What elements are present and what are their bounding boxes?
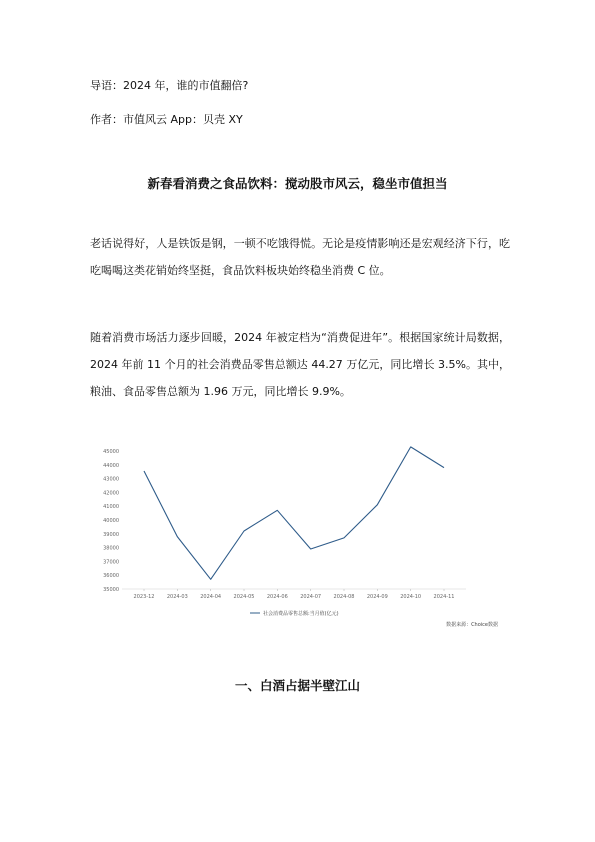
chart-source: 数据来源：Choice数据 xyxy=(446,622,498,628)
x-tick-label: 2024-09 xyxy=(366,594,388,600)
y-tick-label: 42000 xyxy=(103,490,119,497)
intro-line: 导语：2024 年，谁的市值翻倍? xyxy=(90,79,249,92)
retail-sales-line-chart xyxy=(88,443,508,633)
y-tick-label: 36000 xyxy=(103,573,119,580)
series-line xyxy=(144,447,444,579)
x-tick-label: 2023-12 xyxy=(133,594,155,600)
x-tick-label: 2024-10 xyxy=(400,594,422,600)
legend-label: 社会消费品零售总额:当月值(亿元) xyxy=(263,611,339,617)
x-tick-label: 2024-06 xyxy=(266,594,288,600)
section-title: 新春看消费之食品饮料：搅动股市风云，稳坐市值担当 xyxy=(147,176,448,191)
y-tick-label: 37000 xyxy=(103,559,119,566)
y-tick-label: 38000 xyxy=(103,545,119,552)
chart-canvas xyxy=(88,443,508,633)
y-tick-label: 39000 xyxy=(103,531,119,538)
x-tick-label: 2024-08 xyxy=(333,594,355,600)
y-tick-label: 41000 xyxy=(103,504,119,511)
y-tick-label: 35000 xyxy=(103,587,119,593)
author-line: 作者：市值风云 App：贝壳 XY xyxy=(90,113,243,126)
x-tick-label: 2024-04 xyxy=(200,594,222,600)
y-tick-label: 43000 xyxy=(103,476,119,483)
x-tick-label: 2024-07 xyxy=(300,594,322,600)
x-tick-label: 2024-03 xyxy=(166,594,188,600)
y-tick-label: 44000 xyxy=(103,462,119,469)
y-tick-label: 45000 xyxy=(103,449,119,455)
paragraph-1: 老话说得好，人是铁饭是钢，一顿不吃饿得慌。无论是疫情影响还是宏观经济下行，吃吃喝喝这类花销始终坚挺，食品饮料板块始终稳坐消费 C 位。 xyxy=(90,237,510,277)
x-tick-label: 2024-11 xyxy=(433,594,455,600)
subsection-title: 一、白酒占据半壁江山 xyxy=(234,678,360,693)
y-tick-label: 40000 xyxy=(103,518,119,524)
paragraph-2: 随着消费市场活力逐步回暖，2024 年被定档为“消费促进年”。根据国家统计局数据，2024 年前 11 个月的社会消费品零售总额达 44.27 万亿元，同比增长 3.5%。其中，粮油、食品零售总额为 1.96 万元，同比增长 9.9%。 xyxy=(90,331,510,398)
x-tick-label: 2024-05 xyxy=(233,594,255,600)
